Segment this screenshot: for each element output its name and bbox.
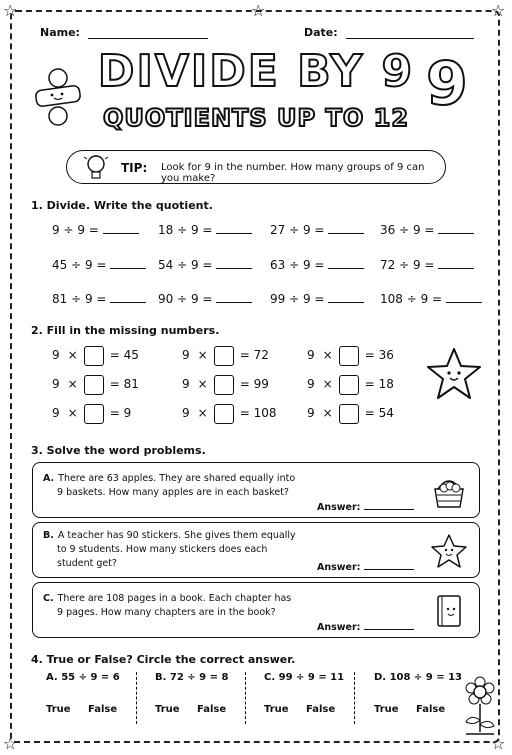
word-problem-card: [32, 462, 480, 518]
word-problem-card: [32, 582, 480, 638]
false-option[interactable]: False: [306, 704, 336, 715]
tip-text: Look for 9 in the number. How many groups of 9 can you make?: [161, 162, 425, 184]
product-text: = 81: [109, 377, 139, 391]
product-text: = 45: [109, 348, 139, 362]
problem-text: 27 ÷ 9 =: [270, 223, 325, 237]
problem-text: 63 ÷ 9 =: [270, 258, 325, 272]
answer-box[interactable]: [214, 346, 234, 366]
true-false-item: [374, 672, 463, 715]
answer-blank[interactable]: [110, 292, 146, 303]
problem-text: 81 ÷ 9 =: [52, 292, 107, 306]
times-sign: ×: [322, 377, 333, 391]
section-4-heading: 4. True or False? Circle the correct answer.: [31, 653, 296, 666]
answer-blank[interactable]: [438, 258, 474, 269]
answer-blank[interactable]: [328, 223, 364, 234]
true-false-item: [264, 672, 345, 715]
answer-blank[interactable]: [446, 292, 482, 303]
answer-blank[interactable]: [216, 223, 252, 234]
problem-line: 9 baskets. How many apples are in each basket?: [57, 487, 289, 498]
times-sign: ×: [197, 348, 208, 362]
problem-letter: A.: [43, 473, 55, 484]
answer-box[interactable]: [339, 346, 359, 366]
problem-text: 72 ÷ 9 =: [380, 258, 435, 272]
division-problem: [380, 258, 474, 272]
corner-star-icon: ☆: [491, 1, 506, 20]
factor-text: 9: [182, 348, 190, 362]
answer-blank[interactable]: [364, 559, 414, 570]
problem-text: 9 ÷ 9 =: [52, 223, 99, 237]
answer-box[interactable]: [84, 404, 104, 424]
missing-number-item: [182, 402, 276, 424]
section-3-heading: 3. Solve the word problems.: [31, 444, 206, 457]
answer-label: Answer:: [317, 622, 361, 633]
worksheet-subtitle: QUOTIENTS UP TO 12: [102, 104, 410, 132]
answer-box[interactable]: [84, 346, 104, 366]
section-1-heading: 1. Divide. Write the quotient.: [31, 199, 213, 212]
missing-number-item: [182, 344, 269, 366]
divider: [136, 672, 137, 724]
missing-number-item: [182, 373, 269, 395]
product-text: = 36: [364, 348, 394, 362]
star-sticker-icon: [429, 531, 469, 571]
corner-star-icon: ☆: [3, 1, 18, 20]
factor-text: 9: [182, 377, 190, 391]
worksheet-title: DIVIDE BY 9: [97, 46, 415, 97]
division-problem: [158, 258, 252, 272]
answer-box[interactable]: [339, 404, 359, 424]
true-option[interactable]: True: [264, 704, 289, 715]
factor-text: 9: [52, 406, 60, 420]
true-option[interactable]: True: [155, 704, 180, 715]
problem-text: [43, 472, 313, 500]
corner-star-icon: ☆: [251, 1, 266, 20]
answer-line[interactable]: [317, 559, 414, 573]
answer-blank[interactable]: [110, 258, 146, 269]
division-problem: [380, 223, 474, 237]
name-line[interactable]: [88, 26, 208, 39]
problem-line: student get?: [57, 558, 117, 569]
corner-star-icon: ☆: [3, 734, 18, 753]
product-text: = 99: [239, 377, 269, 391]
factor-text: 9: [307, 406, 315, 420]
factor-text: 9: [307, 377, 315, 391]
answer-blank[interactable]: [364, 619, 414, 630]
true-false-item: [46, 672, 120, 715]
division-problem: [270, 223, 364, 237]
problem-text: [43, 529, 313, 571]
factor-text: 9: [52, 377, 60, 391]
problem-letter: C.: [43, 593, 54, 604]
nine-character-icon: 9: [426, 49, 468, 119]
answer-blank[interactable]: [103, 223, 139, 234]
problem-text: 36 ÷ 9 =: [380, 223, 435, 237]
problem-text: 90 ÷ 9 =: [158, 292, 213, 306]
division-problem: [270, 258, 364, 272]
factor-text: 9: [307, 348, 315, 362]
basket-icon: [429, 471, 469, 511]
answer-label: Answer:: [317, 562, 361, 573]
product-text: = 9: [109, 406, 132, 420]
name-field[interactable]: [40, 26, 208, 39]
product-text: = 108: [239, 406, 277, 420]
problem-text: 54 ÷ 9 =: [158, 258, 213, 272]
tip-box: [66, 150, 446, 184]
problem-text: [43, 592, 313, 620]
times-sign: ×: [67, 406, 78, 420]
missing-number-item: [307, 344, 394, 366]
problem-line: 9 pages. How many chapters are in the book?: [57, 607, 276, 618]
times-sign: ×: [197, 406, 208, 420]
answer-box[interactable]: [214, 375, 234, 395]
word-problem-card: [32, 522, 480, 578]
true-false-item: [155, 672, 229, 715]
divider: [245, 672, 246, 724]
answer-line[interactable]: [317, 499, 414, 513]
tip-label: TIP:: [121, 161, 148, 175]
date-line[interactable]: [346, 26, 474, 39]
problem-line: A teacher has 90 stickers. She gives them equally: [57, 530, 296, 541]
true-option[interactable]: True: [46, 704, 71, 715]
divider: [354, 672, 355, 724]
product-text: = 54: [364, 406, 394, 420]
section-2-heading: 2. Fill in the missing numbers.: [31, 324, 220, 337]
problem-line: There are 63 apples. They are shared equally into: [58, 473, 296, 484]
product-text: = 18: [364, 377, 394, 391]
answer-box[interactable]: [339, 375, 359, 395]
division-problem: [380, 292, 482, 306]
answer-blank[interactable]: [216, 292, 252, 303]
division-problem: [52, 292, 146, 306]
problem-text: 18 ÷ 9 =: [158, 223, 213, 237]
problem-text: 108 ÷ 9 =: [380, 292, 443, 306]
problem-line: to 9 students. How many stickers does each: [57, 544, 268, 555]
date-field[interactable]: [304, 26, 474, 39]
false-option[interactable]: False: [197, 704, 227, 715]
answer-blank[interactable]: [328, 292, 364, 303]
missing-number-item: [52, 344, 139, 366]
flower-icon: [458, 676, 502, 740]
answer-line[interactable]: [317, 619, 414, 633]
book-icon: [429, 591, 469, 631]
problem-letter: B.: [43, 530, 54, 541]
answer-blank[interactable]: [438, 223, 474, 234]
times-sign: ×: [322, 348, 333, 362]
times-sign: ×: [322, 406, 333, 420]
times-sign: ×: [197, 377, 208, 391]
statement-text: B. 72 ÷ 9 = 8: [155, 672, 229, 683]
true-option[interactable]: True: [374, 704, 399, 715]
division-problem: [52, 223, 139, 237]
answer-blank[interactable]: [328, 258, 364, 269]
corner-star-icon: ☆: [491, 734, 506, 753]
division-problem: [270, 292, 364, 306]
date-label: Date:: [304, 26, 338, 39]
statement-text: A. 55 ÷ 9 = 6: [46, 672, 120, 683]
answer-box[interactable]: [214, 404, 234, 424]
lightbulb-icon: [81, 152, 111, 182]
false-option[interactable]: False: [88, 704, 118, 715]
division-problem: [52, 258, 146, 272]
missing-number-item: [52, 402, 131, 424]
statement-text: D. 108 ÷ 9 = 13: [374, 672, 463, 683]
statement-text: C. 99 ÷ 9 = 11: [264, 672, 345, 683]
problem-line: There are 108 pages in a book. Each chapter has: [57, 593, 292, 604]
product-text: = 72: [239, 348, 269, 362]
times-sign: ×: [67, 377, 78, 391]
missing-number-item: [52, 373, 139, 395]
problem-text: 45 ÷ 9 =: [52, 258, 107, 272]
smiling-star-icon: [424, 346, 484, 402]
answer-blank[interactable]: [216, 258, 252, 269]
times-sign: ×: [67, 348, 78, 362]
answer-box[interactable]: [84, 375, 104, 395]
factor-text: 9: [182, 406, 190, 420]
answer-blank[interactable]: [364, 499, 414, 510]
false-option[interactable]: False: [416, 704, 446, 715]
missing-number-item: [307, 402, 394, 424]
factor-text: 9: [52, 348, 60, 362]
answer-label: Answer:: [317, 502, 361, 513]
division-problem: [158, 292, 252, 306]
problem-text: 99 ÷ 9 =: [270, 292, 325, 306]
missing-number-item: [307, 373, 394, 395]
division-problem: [158, 223, 252, 237]
name-label: Name:: [40, 26, 80, 39]
